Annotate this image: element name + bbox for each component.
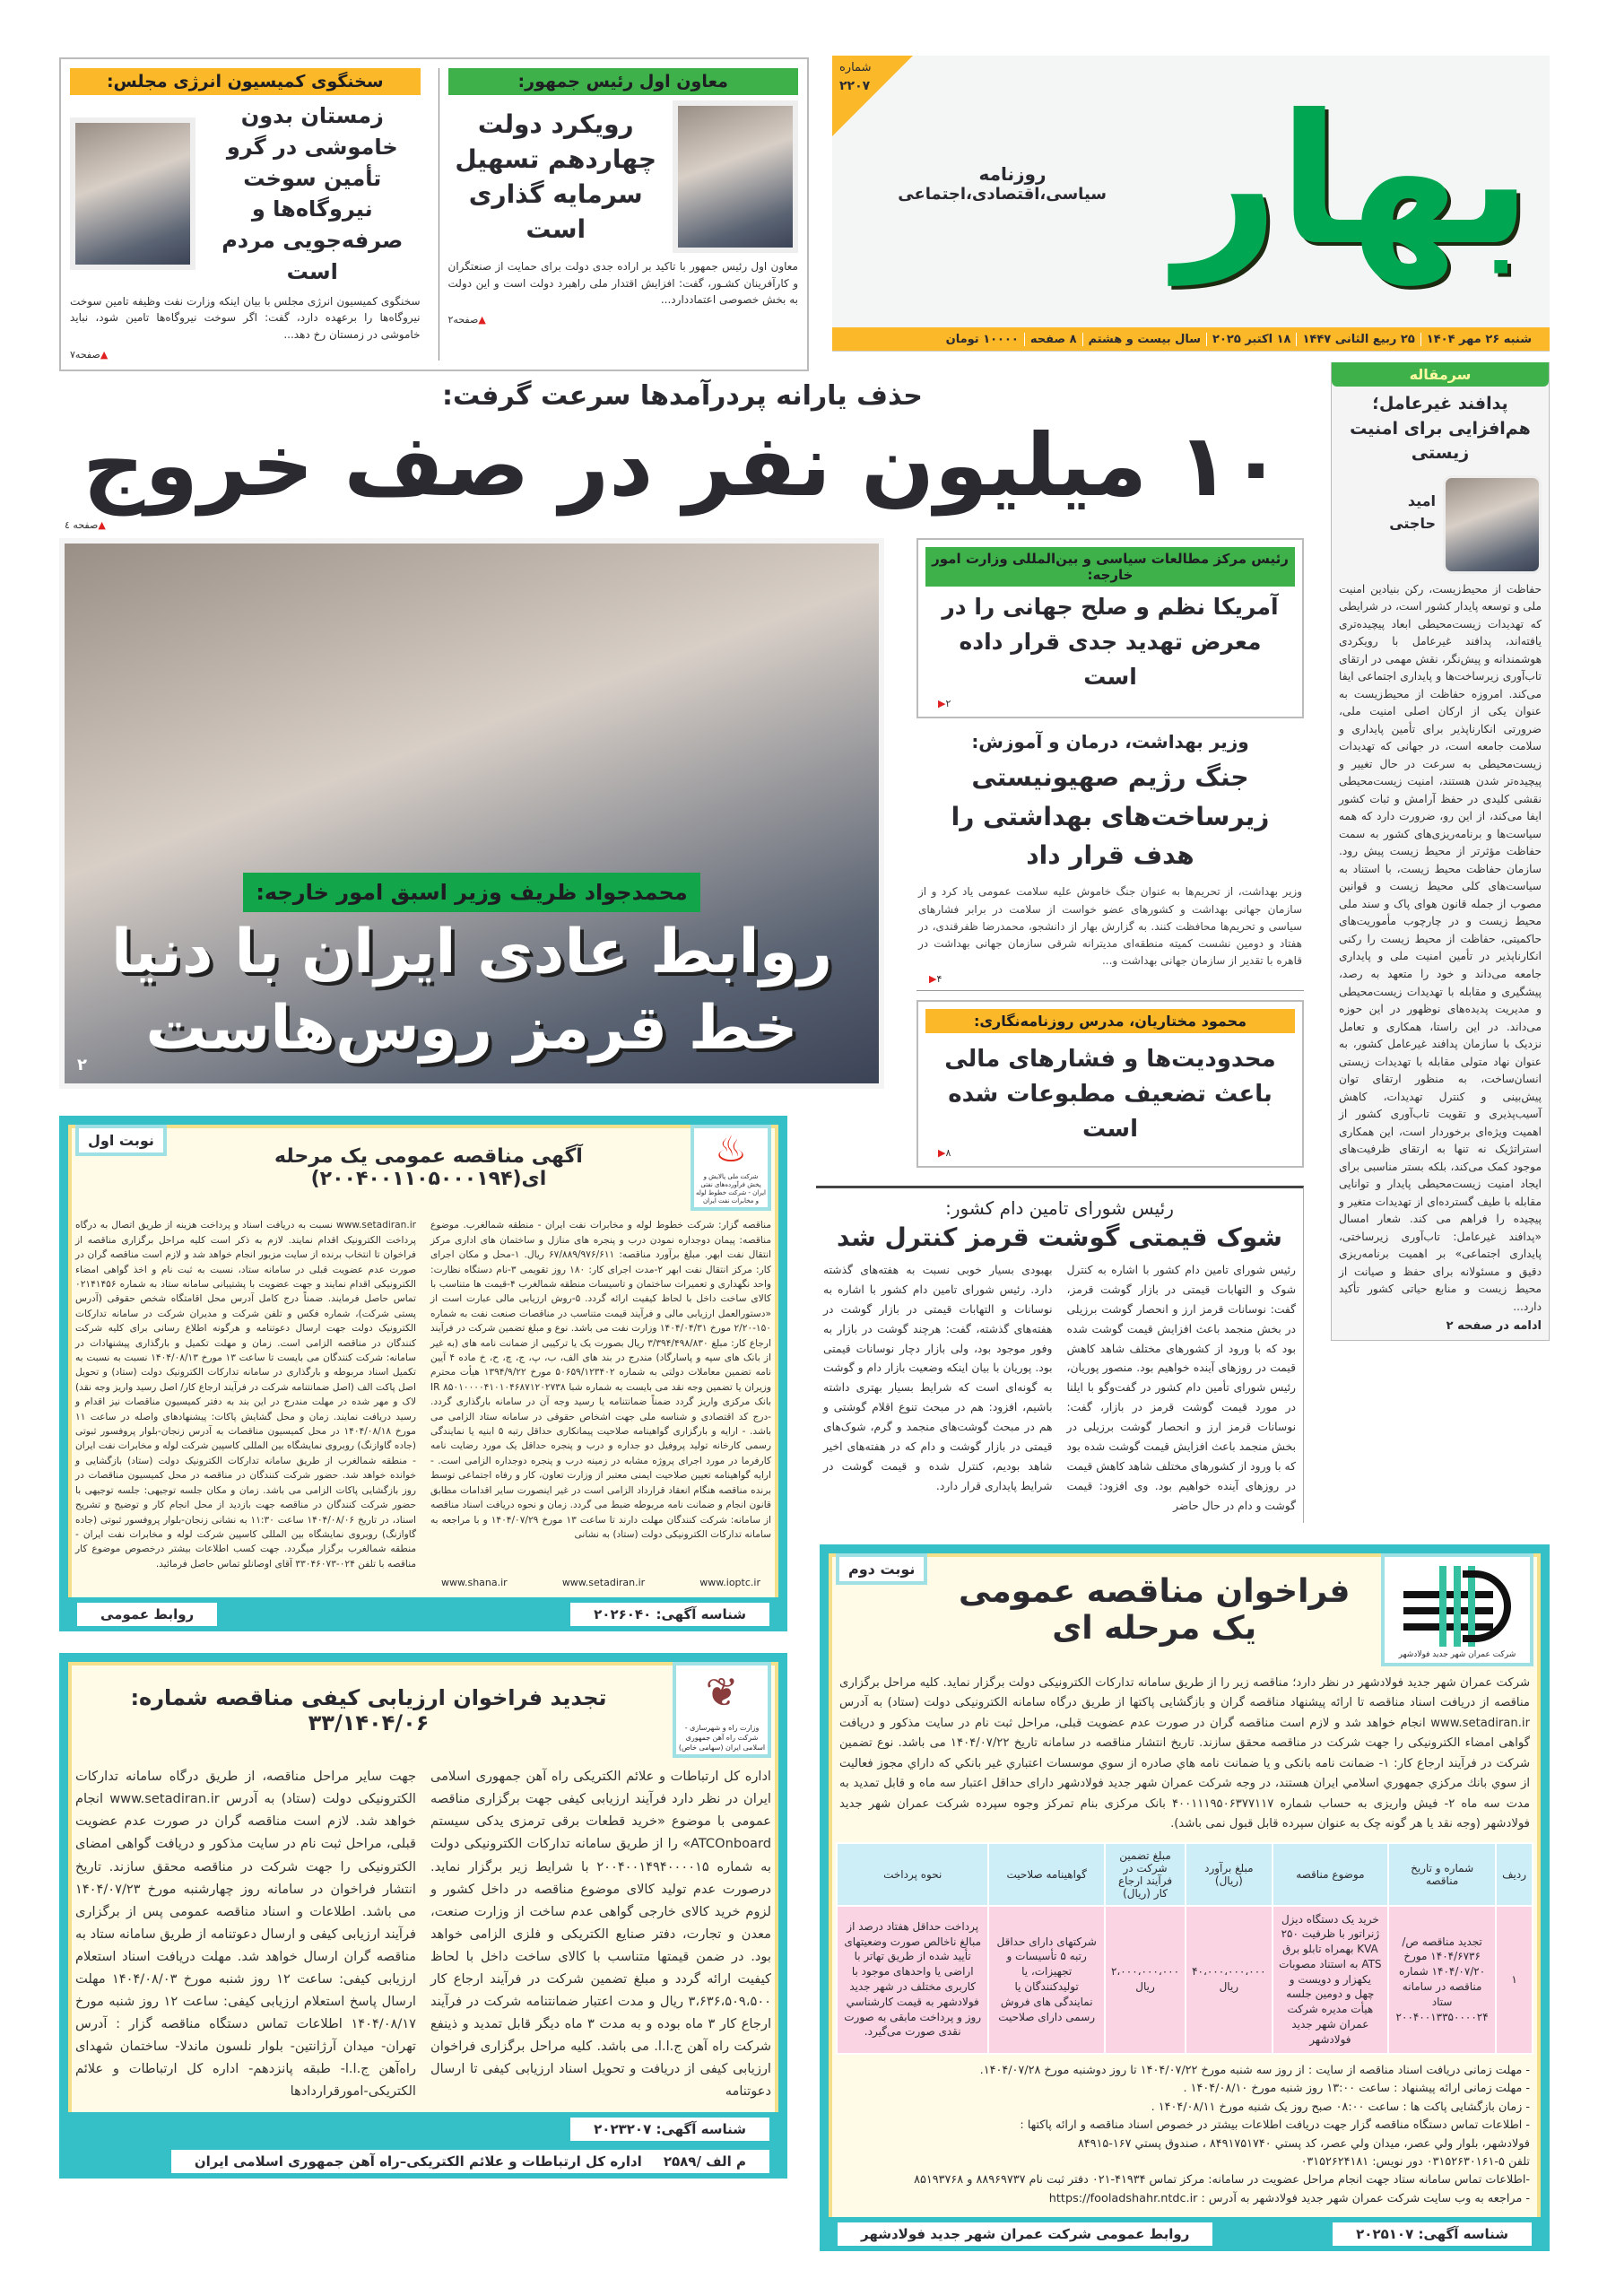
col-header: گواهینامه صلاحیت: [988, 1843, 1105, 1906]
col-header: ردیف: [1496, 1843, 1533, 1906]
col-header: موضوع مناقصه: [1273, 1843, 1389, 1906]
ad-id: شناسه آگهی: ۲۰۲۶۰۴۰: [570, 1603, 769, 1626]
story-summary: سخنگوی کمیسیون انرژی مجلس با بیان اینکه وزارت نفت وظیفه تامین سوخت نیروگاه‌ها را برعهده دارد، گفت: اگر سوخت نیروگاه‌ها تامین شود، نباید خاموشی در زمستان رخ دهد...: [70, 294, 421, 341]
story-foreign-studies[interactable]: [916, 538, 1304, 718]
ad-id: شناسه آگهی: ۲۰۲۳۲۰۷: [570, 2118, 769, 2141]
ad-footer: [820, 2217, 1550, 2251]
page-ref[interactable]: ۲▶: [938, 698, 951, 710]
story-column: رئیس شورای تامین دام کشور با اشاره به کنترل شوک و التهابات قیمتی در بازار گوشت قرمز، گفت: نوسانات قرمز ارز و انحصار گوشت برزیلی در بخش منجمد باعث افزایش قیمت گوشت شده بود که با ورود از کشورهای مختلف شاهد کاهش قیمت در روزهای آینده خواهیم بود. منصور پوریان، رئیس شورای تأمین دام کشور در گفت‌وگو با ایلنا در مورد قیمت گوشت قرمز در بازار، گفت: نوسانات قرمز ارز و انحصار گوشت برزیلی در بخش منجمد باعث افزایش قیمت گوشت شده بود که با ورود از کشورهای مختلف شاهد کاهش قیمت در روزهای آینده خواهیم بود. وی افزود: قیمت گوشت و دام در حال حاضر: [1066, 1264, 1296, 1512]
photo-story-kicker: محمدجواد ظریف وزیر اسبق امور خارجه:: [243, 873, 699, 912]
page-ref[interactable]: ۴▶: [929, 973, 942, 986]
ad-column: www.setadiran.ir نسبت به دریافت اسناد و پرداخت هزینه از طریق اتصال به درگاه پرداخت الکترونیک اقدام نمایند. لازم به ذکر است کلیه مراحل برگزاری مناقصه از فراخوان تا انتخاب برنده از سایت مزبور انجام خواهد شد و لازم است مناقصه گران در صورت عدم عضویت قبلی در سامانه ستاد، نسبت به ثبت نام و اخذ گواهی امضاء الکترونیکی اقدام نمایند و جهت عضویت با پشتیبانی سامانه ستاد به شماره ۰۲۱۴۱۴۵۶ تماس حاصل فرمایند. ضمناً درج کامل آدرس محل اقامتگاه شخص حقوقی (آدرس پستی شرکت)، شماره فکس و تلفن شرکت و مدیران شرکت در سامانه تدارکات الکترونیک دولت جهت ارسال دعوتنامه و هرگونه اطلاع رسانی برای کلیه شرکت کنندگان در مناقصه الزامی است. زمان و مهلت تکمیل و بارگذاری پیشنهادات در سامانه: شرکت کنندگان می بایست تا ساعت ۱۳ مورخ ۱۴۰۴/۰۸/۱۳ نسبت به نسبت به تکمیل اسناد مربوطه و بارگذاری در سامانه تدارکات الکترونیک دولت (ستاد) و تحویل اصل پاکت الف (اصل ضمانتنامه شرکت در فرآیند ارجاع کار/ اصل رسید واریز وجه نقد) لاک و مهر شده در مهلت مندرج در این بند به دفتر کمیسیون مناقصات نیز اقدام و رسید دریافت نمایند. زمان و محل گشایش پاکات: پیشنهادهای واصله در ساعت ۱۱ مورخ ۱۴۰۴/۰۸/۱۸ در محل کمیسیون مناقصات به آدرس زنجان-بلوار پروفسور ثبوتی (جاده گاوازنگ) روبروی نمایشگاه بین المللی کاسپین شرکت لوله و مخابرات نفت ایران - منطقه شمالغرب از طریق سامانه تدارکات الکترونیک دولت (ستاد) بازگشایی و خوانده خواهد شد. حضور شرکت کنندگان در مناقصه در محل کمیسیون مناقصات در روز بازگشایی پاکات الزامی می باشد. زمان و مکان جلسه توجیهی: جلسه توجیهی با حضور شرکت کنندگان در مناقصه جهت بازدید از محل انجام کار و توضیح و تشریح اسناد، در تاریخ ۱۴۰۴/۰۸/۰۶ ساعت ۱۱:۳۰ به نشانی زنجان-بلوار پروفسور ثبوتی (جاده گاوازنگ) روبروی نمایشگاه بین المللی کاسپین شرکت لوله و مخابرات نفت ایران - منطقه شمالغرب برگزار میگردد. جهت کسب اطلاعات بیشتر درخصوص موضوع کار مناقصه با تلفن ۰۲۴-۳۳۰۴۶۰۷۳ آقای اوصانلو تماس حاصل فرمائید.: [75, 1220, 416, 1570]
photo-energy-spokesman: [70, 117, 195, 270]
ad-intro: شرکت عمران شهر جدید فولادشهر در نظر دارد؛ مناقصه زیر را از طریق سامانه تدارکات الکترونیکی دولت برگزار نماید. کلیه مراحل برگزاری مناقصه از دریافت اسناد مناقصه تا ارائه پیشنهاد مناقصه گران و بازگشایی پاکتها از طریق درگاه سامانه الکترونیکی دولت (ستاد) به آدرس www.setadiran.ir انجام خواهد شد و لازم است مناقصه گران در صورت عدم عضویت قبلی، مراحل ثبت نام در سایت مذکور و دریافت گواهی امضاء الکترونیکی را جهت شرکت در مناقصه محقق سازند. تاریخ انتشار مناقصه در سامانه تاریخ ۱۴۰۴/۰۷/۲۲ می باشد. نوع تضمین شرکت در فرآیند ارجاع کار: ۱- ضمانت نامه بانکی و یا ضمانت نامه هاي صادره از سوي موسسات اعتباري غير بانكي كه داراي مجوز فعاليت از سوي بانك مركزي جمهوري اسلامي ايران هستند، در وجه شرکت عمران شهر جدید فولادشهر دارای حداقل اعتبار سه ماه و قابل تمدید به مدت سه ماه ۲- فیش واریزی به حساب شماره ۴۰۰۱۱۱۹۵۰۶۳۷۷۱۱۷ بانک مرکزی بنام تمرکز وجوه سپرده شرکت عمران شهر جدید فولادشهر (وجه نقد یا هر گونه چک به عنوان سپرده قابل قبول نمی باشد).: [839, 1676, 1531, 1831]
ad-column: مناقصه گزار: شرکت خطوط لوله و مخابرات نفت ایران - منطقه شمالغرب. موضوع مناقصه: پیمان دوجداره نمودن درب و پنجره های منازل و ساختمان های اداری مرکز انتقال نفت ابهر. مبلغ برآورد مناقصه: ۶۷/۸۸۹/۹۷۶/۶۱۱ ریال. ۱-محل و مکان اجرای کار: مرکز انتقال نفت ابهر ۲-مدت اجرای کار: ۱۸۰ روز تقویمی ۳-نام دستگاه نظارت: واحد نگهداری و تعمیرات ساختمان و تاسیسات منطقه شمالغرب ۴-قیمت ها متناسب با کالای ساخت داخل با لحاظ کیفیت ارائه گردد. ۵-روش ارزیابی مالی عبارت است از «دستورالعمل ارزیابی مالی و فرآیند قیمت متناسب در مناقصات صنعت نفت به شماره ۱۵۰-۲/۲۰ مورخ ۱۴۰۴/۰۴/۳۱ وزارت نفت می باشد. نوع و مبلغ تضمین شرکت در فرآیند ارجاع کار: مبلغ ۳/۳۹۴/۴۹۸/۸۳۰ ریال بصورت یک یا ترکیبی از ضمانت نامه های (به غیر از بانک های سپه و پاسارگاد) مندرج در بند های الف، ب، پ، ج، چ، ح، خ ماده ۴ آیین نامه تضمین معاملات دولتی به شماره ۵۰۶۵۹/۱۲۳۴۰۲ مورخ ۱۳۹۴/۹/۲۲ هیأت محترم وزیران یا تضمین وجه نقد می بایست به شماره شبا IR ۸۵۰۱۰۰۰۰۴۱۰۱۰۴۶۸۷۱۲۰۲۷۳۸ بانک مرکزی واریز گردد ضمناً ضمانتنامه یا رسید وجه آن در سامانه بارگذاری گردد. -درج کد اقتصادی و شناسه ملی جهت اشخاص حقوقی در سامانه ستاد الزامی می باشد. - ارایه و بارگزاری گواهینامه صلاحیت پیمانکاری حداقل رتبه ۵ ابنیه یا نمایندگی رسمی کارخانه تولید پروفیل دو جداره و درب و پنجره حداقل یک مورد رضایت نامه کارفرما در مورد اجرای پروژه مشابه در زمینه درب و پنجره دوجداره الزامی است. - ارایه گواهینامه تعیین صلاحیت ایمنی معتبر از وزارت تعاون، کار و رفاه اجتماعی توسط برنده مناقصه هنگام انعقاد قرارداد الزامی است در غیر اینصورت سایر اقدامات مطابق قانون انجام و ضمانت نامه مربوطه ضبط می گردد. زمان و نحوه دریافت اسناد مناقصه از سامانه: شرکت کنندگان مهلت دارند تا ساعت ۱۳ مورخ ۱۴۰۴/۰۷/۲۹ و با مراجعه به سامانه تدارکات الکترونیکی دولت (ستاد) به نشانی: [430, 1220, 772, 1540]
story-headline: رویکرد دولت چهاردهم تسهیل سرمایه گذاری است: [455, 109, 657, 245]
tagline: روزنامه سیاسی،اقتصادی،اجتماعی: [898, 163, 1107, 204]
tender-ad-railway: [59, 1653, 787, 2179]
story-kicker: معاون اول رئیس جمهور:: [448, 68, 799, 95]
table-row: ۱ تجدید مناقصه ص/۱۴۰۴/۶۷۳۶ مورخ ۱۴۰۴/۰۷/۲۰ شماره مناقصه در سامانه ستاد ۲۰۰۴۰۰۱۳۳۵۰۰۰۰۲۴ خرید یک دستگاه دیزل ژنراتور با ظرفیت ۲۵۰ KVA بهمراه تابلو برق ATS به استناد مصوبات یکهزار و دویست و چهل و دومین جلسه هیأت مدیره شرکت عمران شهر جدید فولادشهر ۴۰،۰۰۰،۰۰۰،۰۰۰ ریال ۲،۰۰۰،۰۰۰،۰۰۰ ریال شرکتهای دارای حداقل رتبه ۵ تأسیسات و تجهیزات، یا تولیدکنندگان یا نمایندگی های فروش رسمی دارای صلاحیت پرداخت حداقل هفتاد درصد از مبالغ ناخالص صورت وضعیتهای تأیید شده از طریق تهاتر با اراضی یا واحدهای موجود با کاربری مختلف در شهر جدید فولادشهر به قیمت کارشناسي روز و پرداخت مابقی به صورت نقدی صورت می‌گیرد.: [837, 1906, 1533, 2054]
continued-link[interactable]: ادامه در صفحه ۲: [1446, 1319, 1542, 1334]
top-stories-box: [59, 57, 809, 371]
story-headline: زمستان بدون خاموشی در گرو تأمین سوخت نیروگاه‌ها و صرفه‌جویی مردم است: [222, 103, 404, 284]
ad-logo-text: شرکت ملی پالایش و پخش فرآورده‌های نفتی ایران - شرکت خطوط لوله و مخابرات نفت ایران: [696, 1173, 766, 1205]
page-ref[interactable]: ▲صفحه ٤: [65, 519, 106, 531]
tender-ad-fooladshahr: [820, 1544, 1550, 2251]
ad-footer: [59, 2112, 787, 2179]
middle-column: [916, 538, 1304, 1168]
link[interactable]: www.shana.ir: [441, 1577, 508, 1589]
story-headline: آمریکا نظم و صلح جهانی را در معرض تهدید جدی قرار داده است: [942, 594, 1279, 690]
ad-notes: - مهلت زمانی دریافت اسناد مناقصه از سایت : از روز سه شنبه مورخ ۱۴۰۴/۰۷/۲۲ تا روز دوشنبه مورخ ۱۴۰۴/۰۷/۲۸. - مهلت زمانی ارائه پیشنهاد : ساعت ۱۳:۰۰ روز شنبه مورخ ۱۴۰۴/۰۸/۱۰ . - زمان بازگشایی پاکت ها : ساعت ۰۸:۰۰ صبح روز یک شنبه مورخ ۱۴۰۴/۰۸/۱۱ . - اطلاعات تماس دستگاه مناقصه گزار جهت دریافت اطلاعات بیشتر در خصوص اسناد مناقصه و ارائه پاکتها : فولادشهر، بلوار ولي عصر، میدان ولي عصر، کد پستي ۸۴۹۱۷۵۱۷۴۰ ، صندوق پستي ۱۶۷-۸۴۹۱۵ تلفن ۵-۰۳۱۵۲۶۳۰۱۶۱ دور نویس: ۰۳۱۵۲۶۲۴۱۸۱ -اطلاعات تماس سامانه ستاد جهت انجام مراحل عضویت در سامانه: مرکز تماس ۴۱۹۳۴-۰۲۱ دفتر ثبت نام ۸۸۹۶۹۷۳۷ و ۸۵۱۹۳۷۶۸ - مراجعه به وب سایت شرکت عمران شهر جدید فولادشهر به آدرس : https://fooladshahr.ntdc.ir: [836, 2055, 1533, 2209]
main-kicker: حذف یارانه پردرآمدها سرعت گرفت:: [442, 380, 923, 412]
company-logo-icon: [1403, 1566, 1511, 1647]
col-header: مبلغ برآورد (ریال): [1186, 1843, 1273, 1906]
page-ref[interactable]: ▲صفحه۷: [70, 348, 109, 361]
tender-table: [836, 1842, 1533, 2055]
editorial[interactable]: [1331, 362, 1550, 1341]
story-kicker: رئیس مرکز مطالعات سیاسی و بین‌المللی وزارت امور خارجه:: [925, 547, 1295, 587]
editorial-label: سرمقاله: [1332, 362, 1549, 387]
tender-ad-oil-pipeline: [59, 1116, 787, 1631]
story-energy-commission[interactable]: [70, 68, 421, 361]
photo-story-headline-2: خط قرمز روس‌هاست: [145, 993, 798, 1065]
story-summary: معاون اول رئیس جمهور با تاکید بر اراده جدی دولت برای حمایت از صنعتگران و کارآفرینان کشـور، گفت: افزایش اقتدار ملی راهبرد دولت است و این دولت به بخش خصوصی اعتماددارد...: [447, 260, 798, 307]
col-header: شماره و تاریخ مناقصه: [1388, 1843, 1496, 1906]
story-kicker: محمود مختاریان، مدرس روزنامه‌نگاری:: [925, 1009, 1295, 1033]
website-link[interactable]: - مراجعه به وب سایت شرکت عمران شهر جدید فولادشهر به آدرس : https://fooladshahr.ntdc.ir: [1048, 2191, 1530, 2205]
ad-publisher: اداره کل ارتباطات و علائم الکتریکی–راه آهن جمهوری اسلامی ایران: [194, 2152, 642, 2170]
ad-title: فراخوان مناقصه عمومی یک مرحله ای: [959, 1573, 1351, 1647]
ad-column: اداره کل ارتباطات و علائم الکتریکی راه آهن جمهوری اسلامی ایران در نظر دارد فرآیند ارزیابی کیفی جهت برگزاری مناقصه عمومی با موضوع «خرید قطعات برقی ترمزی یدکی سیستم ATCOnboard» را از طریق سامانه تدارکات الکترونیکی دولت به شماره ۲۰۰۴۰۰۱۴۹۴۰۰۰۰۱۵ با شرایط زیر برگزار نماید. درصورت عدم تولید کالای موضوع مناقصه در داخل کشور و لزوم خرید کالای خارجی گواهی عدم ساخت از وزارت صنعت، معدن و تجارت، دفتر صنایع الکتریکی و فلزی الزامی خواهد بود. در ضمن قیمتها متناسب با کالای ساخت داخل با لحاظ کیفیت ارائه گردد و مبلغ تضمین شرکت در فرآیند ارجاع کار ۳،۶۳۶،۵۰۹،۵۰۰ ریال و مدت اعتبار ضمانتنامه شرکت در فرآیند ارجاع کار ۳ ماه بوده و به مدت ۳ ماه دیگر قابل تمدید و ذینفع شرکت راه آهن ج.ا.ا. می باشد. کلیه مراحل برگزاری فراخوان ارزیابی کیفی از دریافت و تحویل اسناد ارزیابی کیفی تا ارسال دعوتنامه: [430, 1769, 771, 2100]
story-red-meat[interactable]: [816, 1186, 1304, 1523]
date-bar: شنبه ۲۶ مهر ۱۴۰۴ ۲۵ ربیع الثانی ۱۴۴۷ ۱۸ اکتبر ۲۰۲۵ سال بیست و هشتم ۸ صفحه ۱۰۰۰۰ تومان: [832, 327, 1550, 351]
page-ref[interactable]: ۲: [77, 1056, 87, 1074]
photo-story-zarif[interactable]: [59, 538, 884, 1089]
ad-id: شناسه آگهی: ۲۰۲۵۱۰۷: [1333, 2222, 1532, 2246]
page-ref[interactable]: ۸▶: [938, 1147, 951, 1160]
winged-logo-icon: ❦: [705, 1670, 739, 1716]
ad-logo: [691, 1125, 771, 1211]
ad-publisher: روابط عمومی: [77, 1603, 217, 1626]
story-kicker: وزیر بهداشت، درمان و آموزش:: [971, 731, 1249, 753]
story-headline: شوک قیمتی گوشت قرمز کنترل شد: [837, 1222, 1282, 1252]
story-kicker: رئیس شورای تامین دام کشور:: [945, 1197, 1174, 1219]
page-ref[interactable]: ▲صفحه۲: [447, 313, 486, 326]
ad-footer: [59, 1597, 787, 1631]
newspaper-logo: بهار: [1175, 76, 1532, 285]
story-summary: وزیر بهداشت، از تحریم‌ها به عنوان جنگ خاموش علیه سلامت عمومی یاد کرد و از سازمان جهانی بهداشت و کشورهای عضو خواست از سلامت در برابر فشارهای سیاسی و تحریم‌ها محافظت کنند. به گزارش بهار از دانشجو، محمدرضا ظفرقندی، در هفتاد و دومین نشست کمیته منطقه‌ای مدیترانه شرقی سازمان جهانی بهداشت در قاهره با تقدیر از سازمان جهانی بهداشت و...: [918, 885, 1302, 968]
ad-ref: م الف /۲۵۸۹: [663, 2152, 746, 2170]
photo-story-headline-1: روابط عادی ایران با دنیا: [110, 916, 833, 987]
ad-logo: [673, 1662, 771, 1758]
main-headline: ۱۰ میلیون نفر در صف خروج: [83, 415, 1282, 516]
author-photo: [1443, 475, 1542, 574]
masthead: [832, 56, 1550, 352]
ad-title: آگهی مناقصه عمومی یک مرحله ای(۲۰۰۴۰۰۱۱۰۵۰۰۰۱۹۴): [274, 1145, 583, 1191]
author-name: امید حاجتی: [1389, 491, 1436, 533]
photo-vice-president: [673, 100, 798, 253]
ad-logo-text: شرکت عمران شهر جدید فولادشهر: [1398, 1650, 1516, 1659]
col-header: مبلغ تضمین شرکت در فرآیند ارجاع کار (ریال): [1105, 1843, 1186, 1906]
ad-publisher: روابط عمومی شرکت عمران شهر جدید فولادشهر: [838, 2222, 1212, 2246]
story-kicker: سخنگوی کمیسیون انرژی مجلس:: [70, 68, 421, 95]
link[interactable]: www.ioptc.ir: [699, 1577, 760, 1589]
ad-title: تجدید فراخوان ارزیابی کیفی مناقصه شماره: ۳۳/۱۴۰۴/۰۶: [130, 1684, 607, 1735]
ad-logo-text: وزارت راه و شهرسازی - شرکت راه آهن جمهوری اسلامی ایران (سهامی خاص): [678, 1723, 766, 1752]
ad-round-badge: نوبت اول: [75, 1125, 167, 1156]
story-health-minister[interactable]: [916, 727, 1304, 991]
story-press-instructor[interactable]: [916, 1000, 1304, 1168]
col-header: نحوه پرداخت: [837, 1843, 988, 1906]
issue-label: شماره: [839, 61, 872, 74]
editorial-body: حفاظت از محیط‌زیست، رکن بنیادین امنیت ملی و توسعه پایدار کشور است، در شرایطی که تهدیدات زیست‌محیطی ابعاد پیچیده‌تری یافته‌اند، پدافند غیرعامل با رویکردی هوشمندانه و پیش‌نگر، نقش مهمی در ارتقای تاب‌آوری زیرساخت‌ها و پایداری اجتماعی ایفا می‌کند. امروزه حفاظت از محیط‌زیست به عنوان یکی از ارکان اصلی امنیت ملی، ضرورتی انکارناپذیر برای تأمین پایداری و سلامت جامعه است، در جهانی که تهدیدات زیست‌محیطی به سرعت در حال تغییر و پیچیده‌تر شدن هستند، امنیت زیست‌محیطی نقشی کلیدی در حفظ آرامش و ثبات کشور ایفا می‌کند، از این رو، ضرورت دارد که همه سیاست‌ها و برنامه‌ریزی‌های کشور به سمت حفاظت مؤثرتر از محیط زیست پیش رود. سازمان حفاظت محیط زیست، با استناد به سیاست‌های کلی محیط زیست و قوانین مصوب از جمله قانون هوای پاک و سند ملی محیط زیست و در چارچوب مأموریت‌های حاکمیتی، حفاظت از محیط زیست را رکنی انکارناپذیر در تأمین امنیت ملی و پایداری جامعه می‌داند و خود را متعهد به رصد، پیشگیری و مقابله با تهدیدات زیست‌محیطی و مدیریت پدیده‌های نوظهور در این حوزه می‌داند. در این راستا، همکاری و تعامل نزدیک با سازمان پدافند غیرعامل کشور، به عنوان نهاد متولی مقابله با تهدیدات زیستی انسان‌ساخت، به منظور ارتقای توان پیش‌بینی و کنترل تهدیدات، کاهش آسیب‌پذیری و تقویت تاب‌آوری کشور از اهمیت ویژه‌ای برخوردار است، این همکاری استراتژیک نه تنها به ارتقای ظرفیت‌های موجود کمک می‌کند، بلکه بستر مناسبی برای ایجاد امنیت زیست‌محیطی پایدار و توانایی مقابله با طیف گسترده‌ای از تهدیدات متغیر و پیچیده را فراهم می کند. شعار امسال «پدافند غیرعامل: تاب‌آوری زیرساختی، پایداری اجتماعی» بر اهمیت برنامه‌ریزی دقیق و مسئولانه برای حفظ و صیانت از محیط زیست و منابع حیاتی کشور تأکید دارد...: [1339, 582, 1542, 1313]
main-story[interactable]: [59, 377, 1306, 531]
ad-logo: [1381, 1553, 1533, 1666]
ad-round-badge: نوبت دوم: [836, 1553, 927, 1585]
story-vice-president[interactable]: [439, 68, 799, 361]
story-column: بهبودی بسیار خوبی نسبت به هفته‌های گذشته دارد. رئیس شورای تامین دام کشور با اشاره به نوسانات و التهابات قیمتی در بازار گوشت در هفته‌های گذشته، گفت: هرچند گوشت در بازار به وفور موجود بود، ولی بازار دچار نوسانات قیمتی بود. پوریان با بیان اینکه وضعیت بازار دام و گوشت به گونه‌ای است که شرایط بسیار بهتری داشته باشیم، افزود: هم در مبحث تنوع اقلام گوشتی و هم در مبحث گوشت‌های منجمد و گرم، شوک‌های قیمتی در بازار گوشت و دام که در هفته‌های اخیر شاهد بودیم، کنترل شده و قیمت گوشت در شرایط پایداری قرار دارد.: [823, 1264, 1053, 1492]
link[interactable]: www.setadiran.ir: [561, 1577, 646, 1589]
ad-links: [430, 1571, 771, 1588]
story-headline: محدودیت‌ها و فشارهای مالی باعث تضعیف مطبوعات شده است: [944, 1046, 1276, 1144]
issue-number: ۲۲۰۷: [839, 79, 871, 93]
ad-column: جهت سایر مراحل مناقصه، از طریق درگاه سامانه تدارکات الکترونیکی دولت (ستاد) به آدرس www.setadiran.ir انجام خواهد شد. لازم است مناقصه گران در صورت عدم عضویت قبلی، مراحل ثبت نام در سایت مذکور و دریافت گواهی امضای الکترونیکی را جهت شرکت در مناقصه محقق سازند. تاریخ انتشار فراخوان در سامانه روز چهارشنبه مورخ ۱۴۰۴/۰۷/۲۳ می باشد. اطلاعات و اسناد مناقصه عمومی پس از برگزاری فرآیند ارزیابی کیفی و ارسال دعوتنامه از طریق سامانه ستاد به مناقصه گران ارسال خواهد شد. مهلت دریافت اسناد استعلام ارزیابی کیفی: ساعت ۱۲ روز شنبه مورخ ۱۴۰۴/۰۸/۰۳ مهلت ارسال پاسخ استعلام ارزیابی کیفی: ساعت ۱۲ روز شنبه مورخ ۱۴۰۴/۰۸/۱۷ اطلاعات تماس دستگاه مناقصه گزار : آدرس تهران- میدان آرژانتین- بلوار نلسون ماندلا- ساختمان شهدای راه‌آهن ج.ا.ا- طبقه پانزدهم- اداره کل ارتباطات و علائم الکتریکی-امورقراردادها: [75, 1769, 416, 2100]
story-headline: جنگ رژیم صهیونیستی زیرساخت‌های بهداشتی را هدف قرار داد: [951, 762, 1270, 871]
editorial-headline: پدافند غیرعامل؛ هم‌افزایی برای امنیت زیستی: [1350, 394, 1531, 464]
flame-logo-icon: ♨: [715, 1129, 747, 1170]
